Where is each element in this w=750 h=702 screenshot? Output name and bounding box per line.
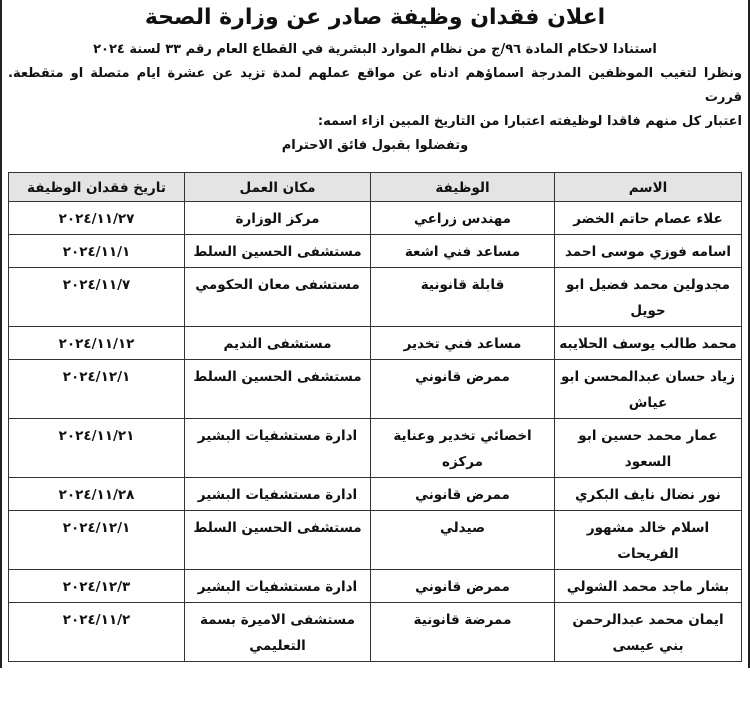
date-value: ٢٠٢٤/١٢/٣ [62,579,131,595]
date-value: ٢٠٢٤/١١/٢١ [58,428,135,444]
cell-date [9,478,185,511]
table-row [9,603,742,662]
header-date: تاريخ فقدان الوظيفة [9,173,185,202]
date-value: ٢٠٢٤/١١/٢٧ [58,211,135,227]
cell-place: مستشفى الحسين السلط [185,235,371,268]
cell-job: مهندس زراعي [371,202,555,235]
cell-name: مجدولين محمد فضيل ابو حويل [555,268,742,327]
cell-place: ادارة مستشفيات البشير [185,570,371,603]
notice-closing: وتفضلوا بقبول فائق الاحترام [281,138,469,153]
notice-title: اعلان فقدان وظيفة صادر عن وزارة الصحة [144,5,606,30]
cell-place: مستشفى الاميرة بسمة التعليمي [185,603,371,662]
header-job: الوظيفة [371,173,555,202]
cell-place: ادارة مستشفيات البشير [185,478,371,511]
cell-date [9,327,185,360]
cell-name: اسامه فوزي موسى احمد [555,235,742,268]
cell-name: محمد طالب يوسف الحلايبه [555,327,742,360]
cell-job: ممرض قانوني [371,570,555,603]
cell-date [9,511,185,570]
notice-line-1: استنادا لاحكام المادة ٩٦/ج من نظام الموارد البشرية في القطاع العام رقم ٣٣ لسنة ٢٠٢٤ [93,42,657,57]
cell-place: مستشفى معان الحكومي [185,268,371,327]
cell-date [9,603,185,662]
cell-job: قابلة قانونية [371,268,555,327]
date-value: ٢٠٢٤/١٢/١ [62,520,131,536]
employees-table [8,172,742,662]
cell-job: ممرض قانوني [371,360,555,419]
cell-date [9,360,185,419]
cell-place: مستشفى الحسين السلط [185,511,371,570]
table-row [9,478,742,511]
cell-place: ادارة مستشفيات البشير [185,419,371,478]
cell-name: نور نضال نايف البكري [555,478,742,511]
cell-date [9,268,185,327]
cell-place: مستشفى النديم [185,327,371,360]
date-value: ٢٠٢٤/١١/١٢ [58,336,135,352]
table-row [9,511,742,570]
date-value: ٢٠٢٤/١١/١ [62,244,131,260]
cell-name: علاء عصام حاتم الخضر [555,202,742,235]
table-row [9,235,742,268]
table-row [9,202,742,235]
table-row [9,268,742,327]
cell-date [9,570,185,603]
cell-date [9,202,185,235]
date-value: ٢٠٢٤/١١/٢٨ [58,487,135,503]
header-name: الاسم [555,173,742,202]
date-value: ٢٠٢٤/١١/٧ [62,277,131,293]
notice-line-3: اعتبار كل منهم فاقدا لوظيفته اعتبارا من التاريخ المبين ازاء اسمه: [317,114,742,129]
table-row [9,327,742,360]
cell-date [9,419,185,478]
table-row [9,570,742,603]
date-value: ٢٠٢٤/١١/٢ [62,612,131,628]
cell-place: مستشفى الحسين السلط [185,360,371,419]
cell-job: ممرضة قانونية [371,603,555,662]
table-row [9,360,742,419]
header-place: مكان العمل [185,173,371,202]
cell-job: مساعد فني تخدير [371,327,555,360]
notice-line-2: ونظرا لتغيب الموظفين المدرجة اسماؤهم ادناه عن مواقع عملهم لمدة تزيد عن عشرة ايام متصلة او متقطعة. قررت [8,66,742,105]
cell-name: اسلام خالد مشهور الفريحات [555,511,742,570]
cell-name: ايمان محمد عبدالرحمن بني عيسى [555,603,742,662]
cell-job: صيدلي [371,511,555,570]
cell-job: مساعد فني اشعة [371,235,555,268]
cell-name: زياد حسان عبدالمحسن ابو عياش [555,360,742,419]
table-row [9,419,742,478]
cell-job: ممرض قانوني [371,478,555,511]
cell-name: عمار محمد حسين ابو السعود [555,419,742,478]
cell-date [9,235,185,268]
cell-place: مركز الوزارة [185,202,371,235]
table-header-row [9,173,742,202]
cell-name: بشار ماجد محمد الشولي [555,570,742,603]
cell-job: اخصائي تخدير وعناية مركزه [371,419,555,478]
date-value: ٢٠٢٤/١٢/١ [62,369,131,385]
